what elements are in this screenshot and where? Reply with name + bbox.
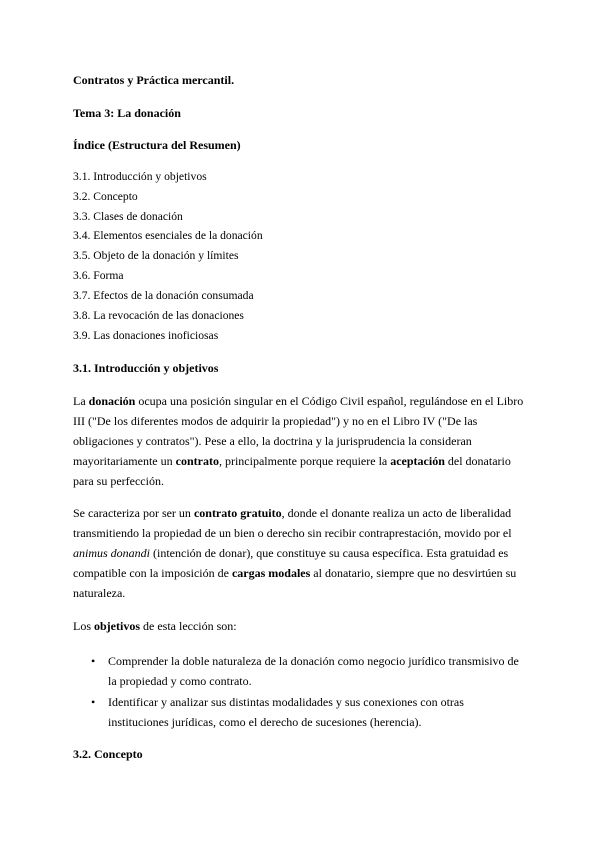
text-run: Los	[73, 619, 94, 633]
toc-item: 3.6. Forma	[73, 269, 124, 282]
bullet-glyph: •	[91, 654, 96, 668]
text-run: , donde el donante realiza un acto de liberalidad	[281, 506, 512, 520]
paragraph-line	[73, 566, 516, 580]
text-run: La	[73, 394, 89, 408]
paragraph-line: obligaciones y contratos"). Pese a ello, la doctrina y la jurisprudencia la consideran	[73, 434, 472, 448]
paragraph-line: transmitiendo la propiedad de un bien o derecho sin recibir contraprestación, movido por el	[73, 526, 512, 540]
toc-item: 3.8. La revocación de las donaciones	[73, 309, 244, 322]
topic-heading: Tema 3: La donación	[73, 106, 181, 120]
text-run: al donatario, siempre que no desvirtúen su	[310, 566, 517, 580]
list-item-line: la propiedad y como contrato.	[108, 674, 252, 688]
text-run: ocupa una posición singular en el Código Civil español, regulándose en el Libro	[135, 394, 524, 408]
italic-term: animus donandi	[73, 546, 151, 560]
text-run: del donatario	[444, 454, 511, 468]
toc-item: 3.5. Objeto de la donación y límites	[73, 249, 239, 262]
toc-item: 3.1. Introducción y objetivos	[73, 170, 207, 183]
text-run: mayoritariamente un	[73, 454, 176, 468]
text-run: , principalmente porque requiere la	[218, 454, 391, 468]
bold-term: contrato	[175, 454, 219, 468]
bold-term: contrato gratuito	[193, 506, 282, 520]
bold-term: donación	[88, 394, 136, 408]
paragraph-line: III ("De los diferentes modos de adquirir la propiedad") y no en el Libro IV ("De las	[73, 414, 478, 428]
paragraph-line	[73, 619, 237, 633]
paragraph-line: para su perfección.	[73, 474, 164, 488]
toc-item: 3.2. Concepto	[73, 190, 138, 203]
paragraph-line: naturaleza.	[73, 586, 126, 600]
section-heading: 3.2. Concepto	[73, 747, 143, 761]
toc-item: 3.4. Elementos esenciales de la donación	[73, 229, 263, 242]
list-item-line: Identificar y analizar sus distintas modalidades y sus conexiones con otras	[108, 695, 464, 709]
paragraph-line	[73, 506, 511, 520]
document-title: Contratos y Práctica mercantil.	[73, 73, 235, 87]
text-run: Se caracteriza por ser un	[73, 506, 194, 520]
paragraph-line	[73, 394, 523, 408]
text-run: compatible con la imposición de	[73, 566, 232, 580]
text-run: (intención de donar), que constituye su causa específica. Esta gratuidad es	[150, 546, 509, 560]
index-heading: Índice (Estructura del Resumen)	[73, 138, 241, 152]
bold-term: aceptación	[390, 454, 445, 468]
text-run: de esta lección son:	[140, 619, 237, 633]
section-heading: 3.1. Introducción y objetivos	[73, 361, 219, 375]
list-item-line: Comprender la doble naturaleza de la donación como negocio jurídico transmisivo de	[108, 654, 519, 668]
toc-item: 3.9. Las donaciones inoficiosas	[73, 329, 219, 342]
bullet-glyph: •	[91, 695, 96, 709]
toc-item: 3.3. Clases de donación	[73, 210, 183, 223]
list-item-line: instituciones jurídicas, como el derecho de sucesiones (herencia).	[108, 715, 422, 729]
toc-item: 3.7. Efectos de la donación consumada	[73, 289, 254, 302]
bold-term: cargas modales	[231, 566, 311, 580]
bold-term: objetivos	[94, 619, 140, 633]
paragraph-line	[73, 454, 511, 468]
paragraph-line	[73, 546, 508, 560]
